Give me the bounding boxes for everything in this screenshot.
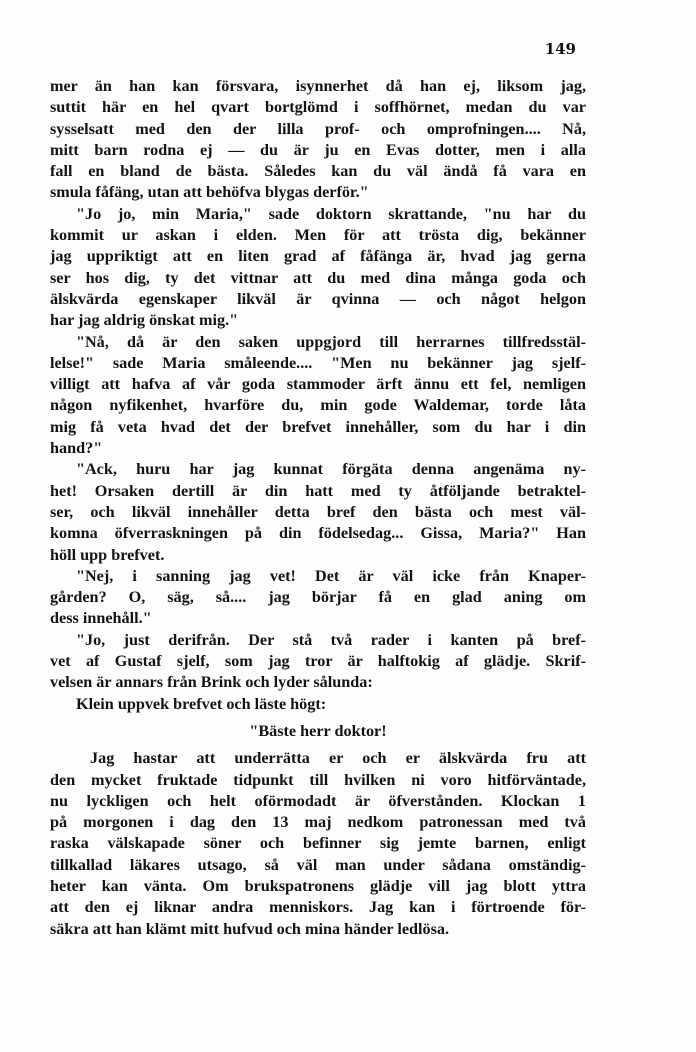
text-line: nu lyckligen och helt oförmodadt är öfverstånden. Klockan 1 bbox=[50, 791, 586, 810]
body-text bbox=[50, 76, 586, 940]
text-line: att den ej liknar andra menniskors. Jag kan i förtroende för- bbox=[50, 898, 586, 917]
text-line: vet af Gustaf sjelf, som jag tror är halftokig af glädje. Skrif- bbox=[50, 652, 586, 671]
text-line: "Jo, just derifrån. Der stå två rader i kanten på bref- bbox=[76, 630, 586, 649]
text-line: raska välskapade söner och befinner sig jemte barnen, enligt bbox=[50, 834, 586, 853]
text-line: dess innehåll." bbox=[50, 609, 152, 628]
text-line: ser hos dig, ty det vittnar att du med dina många goda och bbox=[50, 268, 586, 287]
text-line: kommit ur askan i elden. Men för att trösta dig, bekänner bbox=[50, 226, 586, 245]
text-line: smula fåfäng, utan att behöfva blygas derför." bbox=[50, 183, 369, 202]
text-line: lelse!" sade Maria småleende.... "Men nu bekänner jag sjelf- bbox=[50, 353, 586, 372]
text-line: någon nyfikenhet, hvarföre du, min gode Waldemar, torde låta bbox=[50, 396, 586, 415]
text-line: Jag hastar att underrätta er och er älskvärda fru att bbox=[90, 749, 586, 768]
text-line: säkra att han klämt mitt hufvud och mina händer ledlösa. bbox=[50, 919, 450, 938]
text-line: höll upp brefvet. bbox=[50, 545, 165, 564]
text-line: "Nå, då är den saken uppgjord till herrarnes tillfredsstäl- bbox=[76, 332, 586, 351]
text-line: sysselsatt med den der lilla prof- och omprofningen.... Nå, bbox=[50, 119, 586, 138]
text-line: hand?" bbox=[50, 439, 103, 458]
text-line: komna öfverraskningen på din födelsedag... Gissa, Maria?" Han bbox=[50, 524, 586, 543]
letter-salutation: "Bäste herr doktor! bbox=[249, 721, 387, 740]
text-line: "Jo jo, min Maria," sade doktorn skrattande, "nu har du bbox=[76, 204, 586, 223]
text-line: heter kan vänta. Om brukspatronens glädje vill jag blott yttra bbox=[50, 876, 586, 895]
text-line: mitt barn rodna ej — du är ju en Evas dotter, men i alla bbox=[50, 140, 586, 159]
text-line: har jag aldrig önskat mig." bbox=[50, 311, 239, 330]
text-line: gården? O, säg, så.... jag börjar få en glad aning om bbox=[50, 588, 586, 607]
text-line: "Nej, i sanning jag vet! Det är väl icke från Knaper- bbox=[76, 566, 586, 585]
text-line: på morgonen i dag den 13 maj nedkom patronessan med två bbox=[50, 813, 586, 832]
text-line: jag uppriktigt att en liten grad af fåfänga är, hvad jag gerna bbox=[50, 247, 586, 266]
text-line: Klein uppvek brefvet och läste högt: bbox=[76, 694, 327, 713]
text-line: fall en bland de bästa. Således kan du väl ändå få vara en bbox=[50, 162, 586, 181]
text-line: älskvärda egenskaper likväl är qvinna — och något helgon bbox=[50, 289, 586, 308]
text-line: den mycket fruktade tidpunkt till hvilken ni voro hitförväntade, bbox=[50, 770, 586, 789]
text-line: "Ack, huru har jag kunnat förgäta denna angenäma ny- bbox=[76, 460, 586, 479]
text-line: tillkallad läkares utsago, så väl man under sådana omständig- bbox=[50, 855, 586, 874]
text-line: villigt att hafva af vår goda stammoder ärft ännu ett fel, nemligen bbox=[50, 375, 586, 394]
text-line: ser, och likväl innehåller detta bref den bästa och mest väl- bbox=[50, 502, 586, 521]
text-line: suttit här en hel qvart bortglömd i soffhörnet, medan du var bbox=[50, 98, 586, 117]
text-line: het! Orsaken dertill är din hatt med ty åtföljande betraktel- bbox=[50, 481, 586, 500]
text-line: mig få veta hvad det der brefvet innehåller, som du har i din bbox=[50, 417, 586, 436]
page-number: 149 bbox=[544, 40, 576, 58]
text-line: velsen är annars från Brink och lyder sålunda: bbox=[50, 673, 373, 692]
text-line: mer än han kan försvara, isynnerhet då han ej, liksom jag, bbox=[50, 77, 586, 95]
